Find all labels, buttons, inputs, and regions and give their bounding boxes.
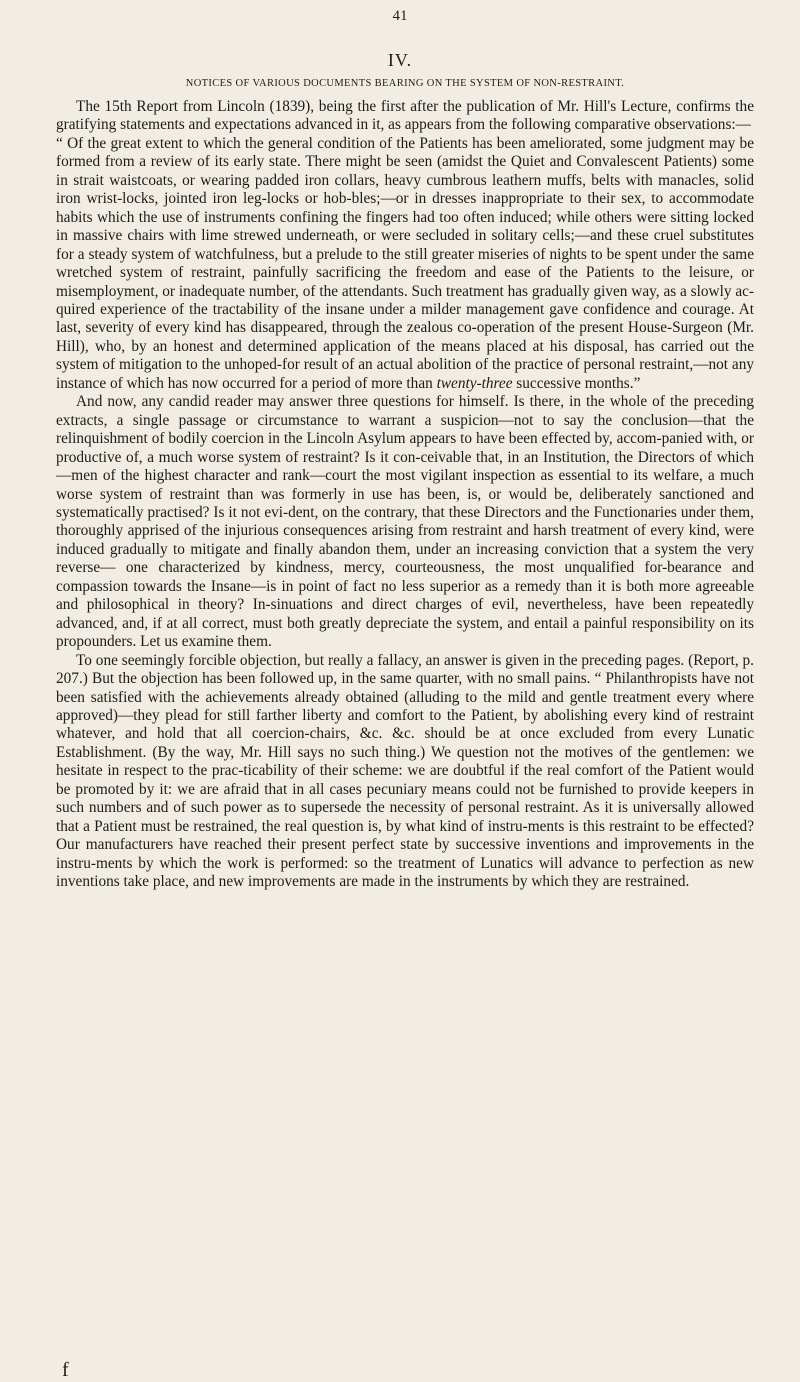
signature-mark: f [62, 1359, 69, 1381]
emphasized-term: twenty-three [436, 374, 513, 392]
page-number: 41 [392, 8, 408, 24]
chapter-number: IV. [387, 50, 413, 70]
quotation-text-end: successive months.” [512, 374, 641, 392]
paragraph-2-quotation [56, 135, 754, 393]
body-text [56, 98, 754, 891]
quotation-text-start: “ Of the great extent to which the general condition of the Patients has been ameliorated, some judgment may be formed from a review of its early state. There might be seen (amidst the Quiet and Convalescent Patients) some in strait waistcoats, or wearing padded iron collars, heavy cumbrous leathern muffs, belts with manacles, solid iron wrist-locks, jointed iron leg-locks or hob-bles;—or in dresses inappropriate to their sex, to accommodate habits which the use of instruments confining the fingers had too often induced; while others were sitting locked in massive chairs with lime strewed underneath, or were secluded in solitary cells;—and these cruel substitutes for a steady system of watchfulness, but a prelude to the still greater miseries of nights to be spent under the same wretched system of restraint, painfully sacrificing the freedom and ease of the Patients to the leisure, or misemployment, or inadequate number, of the attendants. Such treatment has gradually given way, as a slowly ac-quired experience of the tractability of the insane under a milder management gave confidence and courage. At last, severity of every kind has disappeared, through the zealous co-operation of the present House-Surgeon (Mr. Hill), who, by an honest and determined application of the means placed at his disposal, has carried out the system of mitigation to the unhoped-for result of an actual abolition of the practice of personal restraint,—not any instance of which has now occurred for a period of more than [56, 134, 754, 392]
paragraph-3: And now, any candid reader may answer three questions for himself. Is there, in the whole of the preceding extracts, a single passage or circumstance to warrant a suspicion—not to say the conclusion—that the relinquishment of bodily coercion in the Lincoln Asylum appears to have been effected by, accom-panied with, or productive of, a much worse system of restraint? Is it con-ceivable that, in an Institution, the Directors of which—men of the highest character and rank—court the most vigilant inspection as essential to its welfare, a much worse system of restraint than was formerly in use has been, is, or would be, deliberately sanctioned and systematically practised? Is it not evi-dent, on the contrary, that these Directors and the Functionaries under them, thoroughly apprised of the injurious consequences arising from restraint and harsh treatment of every kind, were induced gradually to mitigate and finally abandon them, under an increasing conviction that a system the very reverse— one characterized by kindness, mercy, courteousness, the most unqualified for-bearance and compassion towards the Insane—is in point of fact no less superior as a remedy than it is both more agreeable and philosophical in theory? In-sinuations and direct charges of evil, nevertheless, have been repeatedly advanced, and, if at all correct, must both greatly depreciate the system, and entail a painful responsibility on its propounders. Let us examine them. [56, 393, 754, 651]
paragraph-1: The 15th Report from Lincoln (1839), being the first after the publication of Mr. Hill's Lecture, confirms the gratifying statements and expectations advanced in it, as appears from the following comparative observations:— [56, 98, 754, 134]
chapter-heading: NOTICES OF VARIOUS DOCUMENTS BEARING ON THE SYSTEM OF NON-RESTRAINT. [185, 78, 625, 89]
paragraph-4: To one seemingly forcible objection, but really a fallacy, an answer is given in the preceding pages. (Report, p. 207.) But the objection has been followed up, in the same quarter, with no small pains. “ Philanthropists have not been satisfied with the achievements already obtained (alluding to the mild and gentle treatment every where approved)—they plead for still farther liberty and comfort to the Patient, by abolishing every kind of restraint whatever, and hold that all coercion-chairs, &c. &c. should be at once excluded from every Lunatic Establishment. (By the way, Mr. Hill says no such thing.) We question not the motives of the gentlemen: we hesitate in respect to the prac-ticability of their scheme: we are doubtful if the real comfort of the Patient would be promoted by it: we are afraid that in all cases pecuniary means could not be furnished to provide keepers in such numbers and of such power as to supersede the necessity of personal restraint. As it is universally allowed that a Patient must be restrained, the real question is, by what kind of instru-ments is this restraint to be effected? Our manufacturers have reached their present perfect state by successive inventions and improvements in the instru-ments by which the work is performed: so the treatment of Lunatics will advance to perfection as new inventions take place, and new improvements are made in the instruments by which they are restrained. [56, 651, 754, 891]
